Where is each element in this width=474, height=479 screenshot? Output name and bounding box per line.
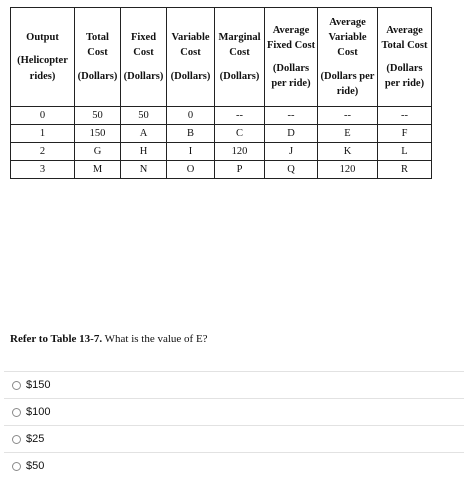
table-cell: A — [121, 125, 167, 143]
table-cell: 0 — [167, 107, 215, 125]
table-cell: -- — [215, 107, 265, 125]
table-cell: 50 — [121, 107, 167, 125]
table-cell: R — [378, 161, 432, 179]
cost-table — [10, 7, 432, 179]
table-cell: 2 — [11, 143, 75, 161]
table-cell: B — [167, 125, 215, 143]
header-marginal-cost: Marginal Cost (Dollars) — [215, 8, 265, 107]
option-1[interactable] — [4, 372, 464, 398]
header-total-cost: Total Cost (Dollars) — [75, 8, 121, 107]
header-variable-cost: Variable Cost (Dollars) — [167, 8, 215, 107]
table-row — [11, 107, 432, 125]
question-reference: Refer to Table 13-7. — [10, 333, 103, 345]
option-4[interactable] — [4, 453, 464, 479]
option-label: $25 — [26, 433, 45, 445]
table-cell: 120 — [215, 143, 265, 161]
option-label: $150 — [26, 379, 51, 391]
table-cell: -- — [378, 107, 432, 125]
table-cell: 50 — [75, 107, 121, 125]
table-cell: G — [75, 143, 121, 161]
table-cell: M — [75, 161, 121, 179]
table-cell: 150 — [75, 125, 121, 143]
table-row — [11, 161, 432, 179]
header-average-total-cost: Average Total Cost (Dollars per ride) — [378, 8, 432, 107]
table-cell: -- — [265, 107, 318, 125]
table-cell: J — [265, 143, 318, 161]
table-cell: P — [215, 161, 265, 179]
table-row — [11, 125, 432, 143]
option-label: $100 — [26, 406, 51, 418]
header-average-fixed-cost: Average Fixed Cost (Dollars per ride) — [265, 8, 318, 107]
table-row — [11, 143, 432, 161]
table-cell: 0 — [11, 107, 75, 125]
table-cell: I — [167, 143, 215, 161]
radio-icon[interactable] — [12, 462, 21, 471]
option-3[interactable] — [4, 426, 464, 452]
radio-icon[interactable] — [12, 435, 21, 444]
table-cell: K — [318, 143, 378, 161]
table-cell: 3 — [11, 161, 75, 179]
table-cell: Q — [265, 161, 318, 179]
table-cell: C — [215, 125, 265, 143]
radio-icon[interactable] — [12, 408, 21, 417]
table-cell: L — [378, 143, 432, 161]
header-row — [11, 8, 432, 107]
table-cell: N — [121, 161, 167, 179]
radio-icon[interactable] — [12, 381, 21, 390]
table-cell: D — [265, 125, 318, 143]
header-average-variable-cost: Average Variable Cost (Dollars per ride) — [318, 8, 378, 107]
question-body: What is the value of E? — [102, 333, 208, 345]
table-cell: H — [121, 143, 167, 161]
header-fixed-cost: Fixed Cost (Dollars) — [121, 8, 167, 107]
option-label: $50 — [26, 460, 45, 472]
table-cell: E — [318, 125, 378, 143]
table-cell: 1 — [11, 125, 75, 143]
option-2[interactable] — [4, 399, 464, 425]
question-text — [10, 333, 208, 345]
header-output: Output (Helicopter rides) — [11, 8, 75, 107]
table-cell: F — [378, 125, 432, 143]
table-cell: O — [167, 161, 215, 179]
table-cell: 120 — [318, 161, 378, 179]
table-cell: -- — [318, 107, 378, 125]
